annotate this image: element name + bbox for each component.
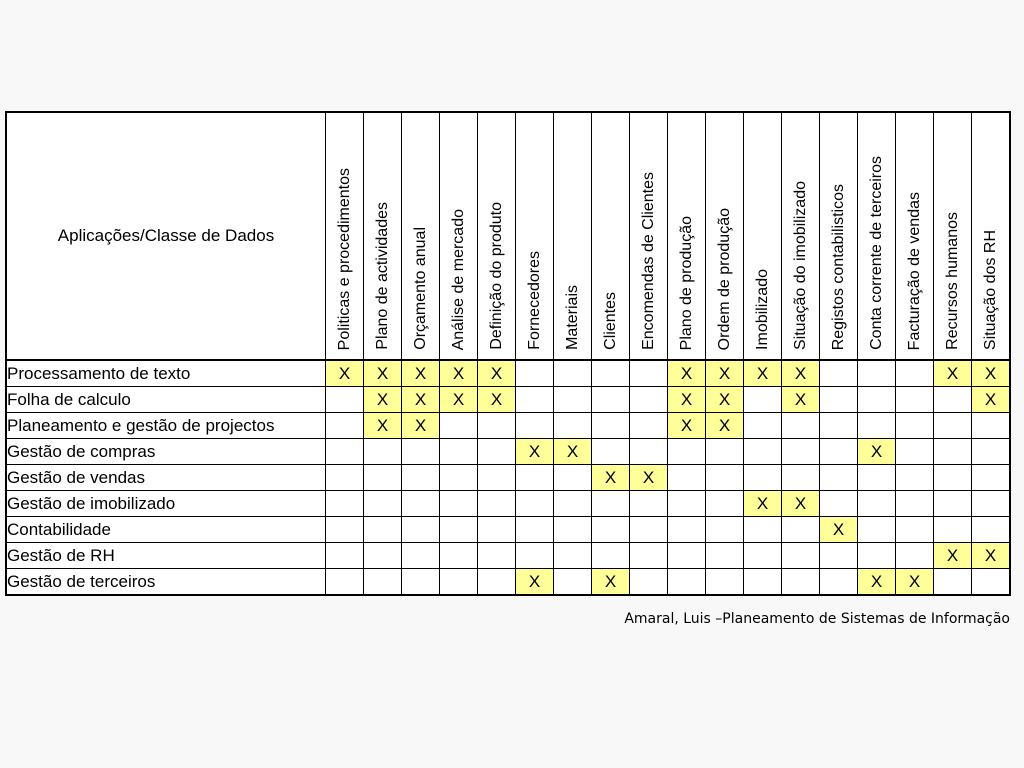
matrix-cell-marked: X xyxy=(402,360,440,387)
matrix-cell xyxy=(744,387,782,413)
matrix-cell xyxy=(782,569,820,596)
table-row xyxy=(6,517,1010,543)
matrix-cell xyxy=(668,465,706,491)
row-label: Gestão de terceiros xyxy=(6,569,326,596)
matrix-cell xyxy=(668,439,706,465)
matrix-cell xyxy=(630,491,668,517)
matrix-cell xyxy=(782,439,820,465)
matrix-cell xyxy=(592,543,630,569)
matrix-cell xyxy=(858,491,896,517)
matrix-cell-marked: X xyxy=(782,491,820,517)
column-header-label: Ordem de produção xyxy=(716,207,733,350)
matrix-cell xyxy=(782,413,820,439)
matrix-cell-marked: X xyxy=(744,360,782,387)
row-label: Folha de calculo xyxy=(6,387,326,413)
column-header-label: Clientes xyxy=(602,292,619,350)
matrix-cell xyxy=(592,387,630,413)
matrix-cell-marked: X xyxy=(478,360,516,387)
matrix-cell xyxy=(744,439,782,465)
matrix-cell xyxy=(478,413,516,439)
source-credit: Amaral, Luis –Planeamento de Sistemas de Informação xyxy=(624,611,1010,627)
matrix-cell xyxy=(516,543,554,569)
matrix-cell xyxy=(972,413,1011,439)
matrix-cell-marked: X xyxy=(820,517,858,543)
matrix-cell xyxy=(934,387,972,413)
matrix-cell-marked: X xyxy=(668,387,706,413)
matrix-cell xyxy=(592,360,630,387)
matrix-cell xyxy=(364,491,402,517)
column-header-label: Facturação de vendas xyxy=(906,191,923,350)
matrix-cell xyxy=(896,517,934,543)
column-header xyxy=(706,112,744,360)
matrix-cell xyxy=(630,413,668,439)
matrix-cell-marked: X xyxy=(592,569,630,596)
matrix-cell xyxy=(440,543,478,569)
matrix-cell xyxy=(592,439,630,465)
application-data-matrix xyxy=(5,111,1011,596)
column-header xyxy=(934,112,972,360)
matrix-cell-marked: X xyxy=(402,387,440,413)
header-row xyxy=(6,112,1010,360)
column-header-label: Recursos humanos xyxy=(944,212,961,350)
matrix-cell xyxy=(820,465,858,491)
row-label: Planeamento e gestão de projectos xyxy=(6,413,326,439)
matrix-cell-marked: X xyxy=(516,439,554,465)
matrix-cell xyxy=(858,387,896,413)
matrix-cell xyxy=(478,517,516,543)
matrix-cell-marked: X xyxy=(440,387,478,413)
matrix-cell xyxy=(668,569,706,596)
matrix-cell xyxy=(820,360,858,387)
matrix-cell xyxy=(630,543,668,569)
matrix-cell xyxy=(630,387,668,413)
matrix-cell xyxy=(820,569,858,596)
matrix-cell xyxy=(364,465,402,491)
matrix-cell xyxy=(706,517,744,543)
matrix-cell-marked: X xyxy=(402,413,440,439)
matrix-cell xyxy=(402,569,440,596)
column-header-label: Plano de actividades xyxy=(374,202,391,350)
matrix-cell xyxy=(478,569,516,596)
matrix-cell-marked: X xyxy=(858,439,896,465)
row-label: Gestão de compras xyxy=(6,439,326,465)
matrix-cell xyxy=(516,491,554,517)
matrix-cell xyxy=(326,413,364,439)
matrix-cell xyxy=(402,439,440,465)
column-header-label: Politicas e procedimentos xyxy=(336,167,353,350)
column-header-label: Conta corrente de terceiros xyxy=(868,156,885,350)
row-label: Gestão de vendas xyxy=(6,465,326,491)
column-header-label: Situação do imobilizado xyxy=(792,181,809,350)
matrix-cell xyxy=(934,517,972,543)
matrix-cell-marked: X xyxy=(478,387,516,413)
matrix-cell xyxy=(364,543,402,569)
row-label: Gestão de imobilizado xyxy=(6,491,326,517)
matrix-cell xyxy=(896,465,934,491)
matrix-cell-marked: X xyxy=(592,465,630,491)
matrix-cell xyxy=(630,517,668,543)
column-header xyxy=(478,112,516,360)
matrix-cell xyxy=(516,517,554,543)
column-header-label: Materiais xyxy=(564,285,581,350)
matrix-cell xyxy=(554,543,592,569)
column-header xyxy=(326,112,364,360)
matrix-cell xyxy=(744,543,782,569)
matrix-cell xyxy=(744,569,782,596)
column-header xyxy=(364,112,402,360)
matrix-cell xyxy=(554,413,592,439)
matrix-cell xyxy=(668,543,706,569)
matrix-cell xyxy=(858,360,896,387)
matrix-cell xyxy=(706,569,744,596)
column-header xyxy=(896,112,934,360)
matrix-cell-marked: X xyxy=(744,491,782,517)
matrix-cell xyxy=(972,517,1011,543)
column-header xyxy=(554,112,592,360)
matrix-cell-marked: X xyxy=(782,360,820,387)
matrix-cell xyxy=(706,543,744,569)
matrix-cell xyxy=(668,491,706,517)
column-header xyxy=(592,112,630,360)
matrix-cell-marked: X xyxy=(364,387,402,413)
matrix-cell xyxy=(934,491,972,517)
matrix-cell xyxy=(706,465,744,491)
matrix-cell xyxy=(782,465,820,491)
matrix-cell-marked: X xyxy=(668,413,706,439)
matrix-cell xyxy=(706,491,744,517)
matrix-cell xyxy=(364,569,402,596)
matrix-cell xyxy=(440,439,478,465)
matrix-cell xyxy=(326,517,364,543)
column-header xyxy=(972,112,1011,360)
matrix-cell xyxy=(364,439,402,465)
matrix-cell xyxy=(782,543,820,569)
matrix-cell xyxy=(402,465,440,491)
column-header xyxy=(858,112,896,360)
matrix-cell xyxy=(516,387,554,413)
matrix-cell xyxy=(592,491,630,517)
matrix-cell xyxy=(630,360,668,387)
matrix-cell-marked: X xyxy=(858,569,896,596)
matrix-cell xyxy=(858,413,896,439)
column-header-label: Plano de produção xyxy=(678,215,695,350)
matrix-cell-marked: X xyxy=(706,360,744,387)
matrix-cell xyxy=(896,413,934,439)
table-row xyxy=(6,465,1010,491)
matrix-cell-marked: X xyxy=(326,360,364,387)
matrix-cell-marked: X xyxy=(972,543,1011,569)
matrix-cell xyxy=(820,387,858,413)
matrix-cell xyxy=(478,491,516,517)
matrix-cell xyxy=(820,413,858,439)
matrix-cell-marked: X xyxy=(706,413,744,439)
matrix-cell-marked: X xyxy=(364,413,402,439)
column-header-label: Análise de mercado xyxy=(450,208,467,350)
matrix-cell xyxy=(858,465,896,491)
table-row xyxy=(6,569,1010,596)
matrix-cell xyxy=(972,491,1011,517)
table-row xyxy=(6,543,1010,569)
matrix-cell xyxy=(858,517,896,543)
table-row xyxy=(6,413,1010,439)
matrix-cell xyxy=(630,439,668,465)
table-row xyxy=(6,387,1010,413)
matrix-cell xyxy=(478,439,516,465)
matrix-cell xyxy=(820,543,858,569)
matrix-cell xyxy=(744,413,782,439)
column-header xyxy=(402,112,440,360)
matrix-cell-marked: X xyxy=(706,387,744,413)
matrix-cell xyxy=(554,569,592,596)
column-header-label: Fornecedores xyxy=(526,251,543,350)
row-label: Contabilidade xyxy=(6,517,326,543)
matrix-cell xyxy=(440,569,478,596)
matrix-cell xyxy=(516,413,554,439)
matrix-cell xyxy=(972,439,1011,465)
matrix-cell-marked: X xyxy=(668,360,706,387)
matrix-cell-marked: X xyxy=(364,360,402,387)
matrix-cell xyxy=(896,387,934,413)
matrix-cell xyxy=(326,465,364,491)
matrix-cell xyxy=(896,439,934,465)
matrix-cell xyxy=(820,491,858,517)
row-label: Gestão de RH xyxy=(6,543,326,569)
matrix-cell xyxy=(478,465,516,491)
matrix-cell xyxy=(592,413,630,439)
matrix-cell xyxy=(858,543,896,569)
column-header xyxy=(744,112,782,360)
matrix-cell xyxy=(630,569,668,596)
matrix-cell xyxy=(326,439,364,465)
matrix-cell xyxy=(478,543,516,569)
matrix-cell xyxy=(744,517,782,543)
matrix-cell xyxy=(934,439,972,465)
matrix-cell xyxy=(896,360,934,387)
matrix-cell xyxy=(326,491,364,517)
matrix-cell xyxy=(364,517,402,543)
matrix-cell-marked: X xyxy=(440,360,478,387)
column-header-label: Registos contabilisticos xyxy=(830,183,847,350)
row-label: Processamento de texto xyxy=(6,360,326,387)
matrix-cell xyxy=(972,569,1011,596)
matrix-cell xyxy=(744,465,782,491)
matrix-cell-marked: X xyxy=(782,387,820,413)
matrix-cell xyxy=(554,360,592,387)
column-header xyxy=(668,112,706,360)
table-row xyxy=(6,439,1010,465)
matrix-cell xyxy=(896,543,934,569)
matrix-cell xyxy=(934,569,972,596)
matrix-cell-marked: X xyxy=(896,569,934,596)
matrix-cell-marked: X xyxy=(516,569,554,596)
matrix-cell xyxy=(516,360,554,387)
matrix-cell xyxy=(440,413,478,439)
matrix-cell xyxy=(516,465,554,491)
matrix-body xyxy=(6,360,1010,595)
column-header xyxy=(516,112,554,360)
matrix-cell xyxy=(668,517,706,543)
table-row xyxy=(6,360,1010,387)
matrix-cell-marked: X xyxy=(972,387,1011,413)
matrix-cell xyxy=(440,465,478,491)
matrix-cell xyxy=(554,465,592,491)
matrix-cell xyxy=(554,517,592,543)
matrix-cell-marked: X xyxy=(934,543,972,569)
matrix-cell xyxy=(326,387,364,413)
matrix-cell xyxy=(326,569,364,596)
matrix-cell xyxy=(554,387,592,413)
matrix-cell xyxy=(554,491,592,517)
matrix-cell-marked: X xyxy=(554,439,592,465)
matrix-cell xyxy=(896,491,934,517)
matrix-cell xyxy=(326,543,364,569)
matrix-cell xyxy=(402,491,440,517)
matrix-cell xyxy=(972,465,1011,491)
matrix-cell xyxy=(440,491,478,517)
matrix-cell xyxy=(782,517,820,543)
matrix-cell xyxy=(440,517,478,543)
column-header-label: Imobilizado xyxy=(754,269,771,350)
column-header-label: Definição do produto xyxy=(488,202,505,350)
matrix-cell-marked: X xyxy=(934,360,972,387)
matrix-cell-marked: X xyxy=(630,465,668,491)
matrix-cell xyxy=(706,439,744,465)
column-header xyxy=(440,112,478,360)
matrix-cell xyxy=(402,543,440,569)
column-header xyxy=(782,112,820,360)
matrix-cell xyxy=(402,517,440,543)
matrix-cell xyxy=(820,439,858,465)
column-header-label: Orçamento anual xyxy=(412,227,429,350)
column-header-label: Situação dos RH xyxy=(982,229,999,350)
matrix-cell-marked: X xyxy=(972,360,1011,387)
matrix-cell xyxy=(934,465,972,491)
corner-label: Aplicações/Classe de Dados xyxy=(6,112,326,360)
column-header xyxy=(630,112,668,360)
table-row xyxy=(6,491,1010,517)
matrix-cell xyxy=(592,517,630,543)
matrix-cell xyxy=(934,413,972,439)
column-header xyxy=(820,112,858,360)
column-header-label: Encomendas de Clientes xyxy=(640,172,657,350)
